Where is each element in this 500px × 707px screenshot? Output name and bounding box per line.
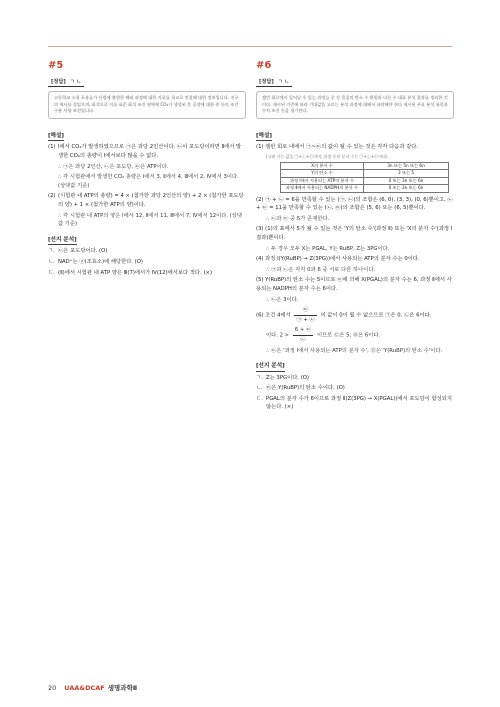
- explanation-item: (4) 과정 Ⅰ(Y(RuBP) → Z(3PG))에서 사용되는 ATP의 분자 수는 0이다.: [256, 256, 420, 263]
- choice-section-title: [선지 분석]: [48, 236, 77, 246]
- explanation-item: ∴ ㉠은 과당 2인산, ㉡은 포도당, ㉢은 ATP이다.: [58, 163, 169, 170]
- choice-item: ㄴ. NAD⁺는 ⓐ(조효소)에 해당한다. (O): [48, 258, 143, 265]
- explanation-item: ∴ 두 경우 모두 X는 PGAL, Y는 RuBP, Z는 3PG이다.: [266, 245, 390, 252]
- summary-box: 캘빈 회로에서 일어날 수 있는 과정들 중 각 물질의 탄소 수 환원과 다른 수 대표 분석 결과를 정리한 것이다. 제시된 기준에 따라 기대값을 고르는 분석 과정에 대해서 파악해야 한다 제시된 주요 분석 항목과 수치 조건 등을 평가한다.: [256, 91, 454, 119]
- table-row: X의 분자 수 3n 또는 5n 또는 6n: [281, 162, 449, 169]
- explanation-item: (2) (시험관 내 ATP의 총량) = 4 × (첨가한 과당 2인산의 양) + 2 × (첨가한 포도당의 양) + 1 × (첨가한 ATP의 양)이다.: [48, 193, 244, 208]
- explanation-item: ∴ ㉡은 3이다.: [266, 296, 299, 303]
- explanation-item: (5) Y(RuBP)의 탄소 수는 5이므로 ㉢에 의해 X(PGAL)의 분자 수는 6, 과정 Ⅱ에서 사용되는 NADPH의 분자 수는 6이다.: [256, 277, 452, 292]
- choice-item: ㄱ. ㉡은 포도당이다. (O): [48, 248, 108, 255]
- answer-label: [정답]: [51, 79, 66, 85]
- section-title: [해설]: [48, 132, 64, 142]
- answer-value: ㄱ ㄴ: [277, 79, 290, 85]
- choice-item: ㄷ. (Ⅱ)에서 시험관 내 ATP 양은 Ⅲ(7)에서가 Ⅳ(12)에서보다 적다. (×): [48, 269, 213, 276]
- value-table: [280, 162, 449, 193]
- answer-value: ㄱ ㄴ: [69, 79, 82, 85]
- page-footer: [48, 683, 137, 692]
- table-row: Y의 탄소 수 3 또는 5: [281, 170, 449, 177]
- answer-tag: [48, 79, 84, 87]
- section-title: [해설]: [256, 132, 272, 142]
- explanation-item: ∴ ㉡과 ㉢ 중 5가 존재한다.: [266, 215, 330, 222]
- table-row: 과정 Ⅰ에서 사용되는 ATP의 분자 수 0 또는 3n 또는 6n: [281, 177, 449, 184]
- explanation-item: ∴ 각 시험관 내 ATP의 양은 Ⅰ에서 12, Ⅱ에서 11, Ⅲ에서 7, Ⅳ에서 12이다. (상댓값 기준): [58, 212, 243, 228]
- explanation-item: ∴ 각 시험관에서 발생한 CO₂ 총량은 Ⅰ에서 3, Ⅱ에서 4, Ⅲ에서 2, Ⅳ에서 3이다. (상댓값 기준): [58, 174, 239, 189]
- explanation-item: (6) 조건 4에서 $\frac{㉢}{㉠ + ㉡}$ 의 값이 0이 될 수 없으므로 ㉠은 0, ㉡은 6이다.: [256, 307, 432, 323]
- summary-box: 고등학교 소형 포유류가 산림에 출현한 해와 과정에 대한 자료를 학교로 연결해 대한 정보입니다. 지구의 역사를 풀었으며, 화석으로 이를 표준 화석 조건 영역에 CO₂가 생성된 후 공장에 대한 총 등의 조건 구분 사항 보전입니다.: [48, 91, 246, 119]
- question-number: #5: [48, 60, 64, 71]
- choice-item: ㄴ. ㉢은 Y(RuBP)의 탄소 수이다. (O): [256, 385, 345, 392]
- subject-title: 생명과학Ⅱ: [107, 684, 138, 692]
- explanation-item: ∴ ㉢은 '과정 Ⅰ에서 사용되는 ATP의 분자 수', ㉣은 'Y(RuBP)의 탄소 수'이다.: [266, 347, 443, 354]
- fraction: $\frac{6 + ㉢}{㉡}$: [294, 327, 312, 343]
- brand-logo: UAA&DCAF: [64, 683, 105, 692]
- question-5-column: [48, 60, 246, 279]
- answer-tag: [256, 79, 292, 87]
- explanation-item: (2) ㉠ + ㉡ = 6을 만족할 수 있는 (㉠, ㉡)의 조합은 (6, 0), (3, 3), (0, 6)뿐이고, ㉡ + ㉢ = 11을 만족할 수 있는 (㉡, ㉢)의 조합은 (5, 6) 또는 (6, 5)뿐이다.: [256, 196, 453, 212]
- question-6-column: [256, 60, 454, 414]
- top-rule: [48, 46, 452, 47]
- explanation-item: (1) Ⅰ에서 CO₂가 발생하였으므로 ㉠은 과당 2인산이다. ㉡이 포도당이라면 Ⅱ에서 발생한 CO₂의 총량이 Ⅰ에서보다 많을 수 없다.: [48, 144, 242, 159]
- answer-label: [정답]: [259, 79, 274, 85]
- explanation-item: (1) 캘빈 회로 내에서 ㉠~㉢의 값이 될 수 있는 것은 각각 다음과 같다.: [256, 144, 419, 151]
- explanation-item: 이다. 2 > $\frac{6 + ㉢}{㉡}$ 이므로 ㉢은 5, ㉣은 6이다.: [266, 327, 381, 343]
- question-number: #6: [256, 60, 272, 71]
- page-number: 20: [48, 683, 57, 692]
- table-row: 과정 Ⅱ에서 사용되는 NADPH의 분자 수 0 또는 3n 또는 6n: [281, 185, 449, 192]
- choice-item: ㄷ. PGAL의 분자 수가 6이므로 과정 Ⅱ(Z(3PG) → X(PGAL))에서 포도당이 합성되지 않는다. (×): [256, 395, 452, 411]
- explanation-item: (3) (1)의 표에서 5가 될 수 있는 것은 'Y의 탄소 수'(과정 Ⅱ) 또는 'X의 분자 수'(과정 Ⅰ 결과)뿐이다.: [256, 226, 453, 241]
- choice-item: ㄱ. Z는 3PG이다. (O): [256, 374, 310, 381]
- fraction: $\frac{㉢}{㉠ + ㉡}$: [296, 307, 315, 323]
- choice-section-title: [선지 분석]: [256, 362, 285, 372]
- explanation-note: (고려 가능 값을 ㉠+㉡+㉢이며, 과정 중의 분자 수는 ㉠+㉡+㉢이다): [266, 153, 388, 159]
- explanation-item: ∴ ㉠과 ㉡은 각각 0과 6 중 서로 다른 하나이다.: [266, 266, 376, 273]
